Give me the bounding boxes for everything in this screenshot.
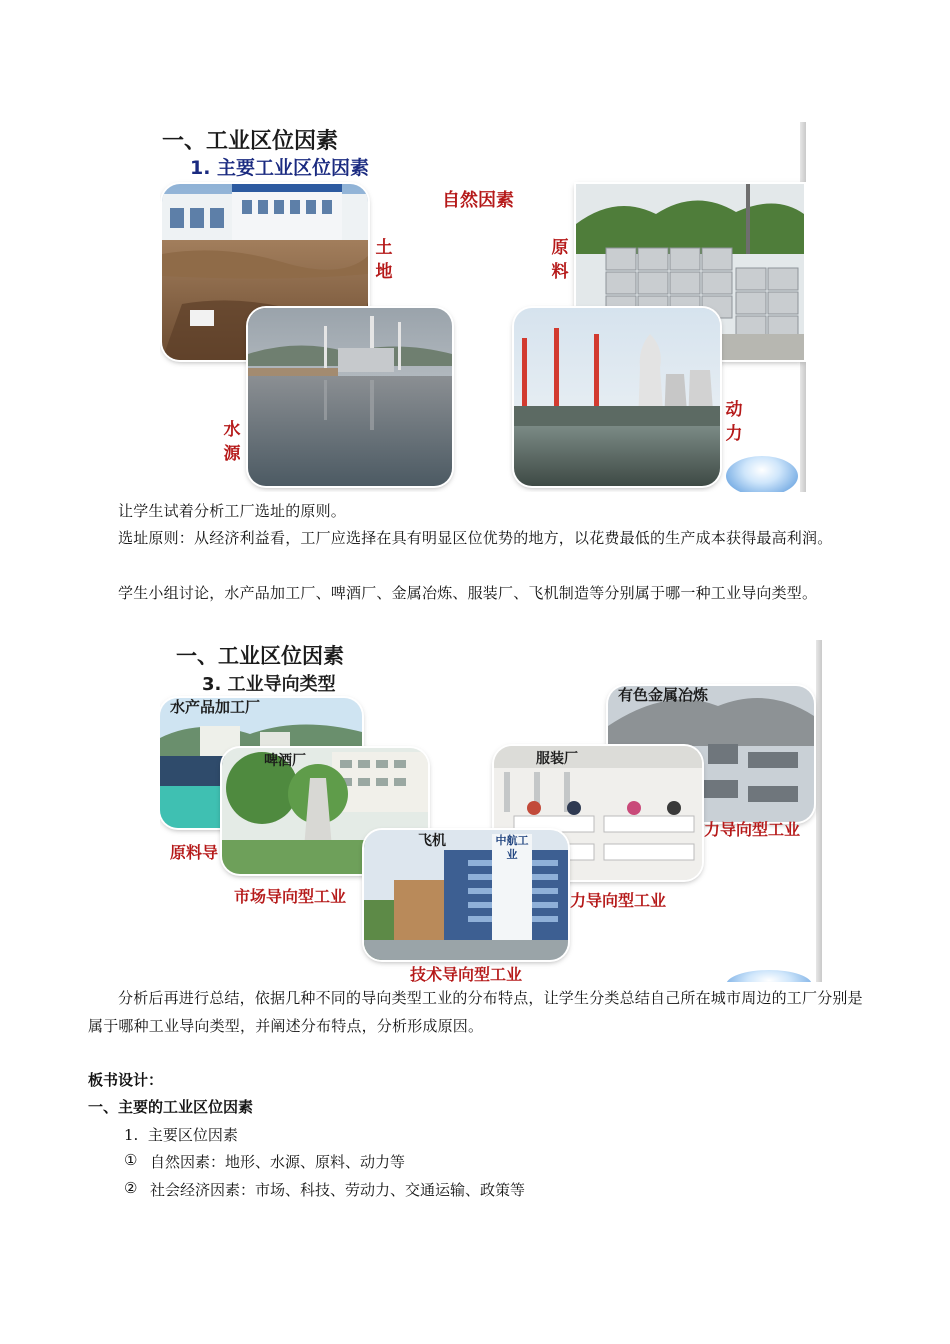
decorative-disc	[726, 456, 798, 492]
board-design-heading: 板书设计：	[88, 1071, 164, 1089]
decorative-disc	[726, 970, 812, 982]
land-label: 土地	[375, 238, 393, 282]
raw-material-oriented-label: 原料导	[170, 843, 219, 862]
slide-edge	[816, 640, 822, 982]
power-oriented-label: 力导向型工业	[704, 820, 801, 839]
aviation-industry-photo	[364, 830, 568, 960]
natural-factors-label: 自然因素	[442, 190, 514, 211]
aircraft-label: 飞机	[418, 833, 446, 849]
board-section-heading: 一、主要的工业区位因素	[88, 1098, 254, 1116]
paragraph-summary: 分析后再进行总结，依据几种不同的导向类型工业的分布特点，让学生分类总结自己所在城市周边的工厂分别是属于哪种工业导向类型，并阐述分布特点，分析形成原因。	[88, 989, 863, 1035]
raw-material-label: 原料	[551, 238, 569, 282]
water-source-photo	[248, 308, 452, 486]
water-source-label: 水源	[223, 420, 241, 464]
slide-subtitle: 3. 工业导向类型	[202, 674, 336, 695]
board-item-natural-factors: 自然因素：地形、水源、原料、动力等	[150, 1153, 406, 1171]
paragraph-analyze-principle: 让学生试着分析工厂选址的原则。	[118, 502, 347, 520]
slide-title: 一、工业区位因素	[176, 644, 344, 668]
tech-oriented-label: 技术导向型工业	[410, 965, 523, 982]
labor-oriented-label: 力导向型工业	[570, 891, 667, 910]
slide-industry-orientation-types	[160, 640, 822, 982]
board-item-socioeconomic-factors: 社会经济因素：市场、科技、劳动力、交通运输、政策等	[150, 1181, 526, 1199]
metal-smelting-label: 有色金属冶炼	[618, 686, 709, 704]
board-item-main-factors: 1. 主要区位因素	[124, 1126, 238, 1144]
board-item-socioeconomic-number: ②	[124, 1179, 138, 1197]
paragraph-group-discussion: 学生小组讨论，水产品加工厂、啤酒厂、金属冶炼、服装厂、飞机制造等分别属于哪一种工业导向类型。	[118, 584, 818, 602]
clothing-factory-label: 服装厂	[536, 751, 578, 767]
board-item-natural-number: ①	[124, 1151, 138, 1169]
aquatic-plant-label: 水产品加工厂	[170, 698, 261, 716]
building-sign: 中航工业	[495, 834, 529, 861]
slide-industrial-location-factors	[160, 122, 806, 492]
brewery-label: 啤酒厂	[264, 753, 306, 769]
power-photo	[514, 308, 720, 486]
slide-title: 一、工业区位因素	[162, 129, 339, 154]
slide-subtitle: 1. 主要工业区位因素	[190, 157, 370, 179]
market-oriented-label: 市场导向型工业	[234, 887, 347, 906]
power-label: 动力	[725, 400, 743, 444]
paragraph-site-principle: 选址原则：从经济利益看，工厂应选择在具有明显区位优势的地方，以花费最低的生产成本获得最高利润。	[118, 529, 833, 547]
